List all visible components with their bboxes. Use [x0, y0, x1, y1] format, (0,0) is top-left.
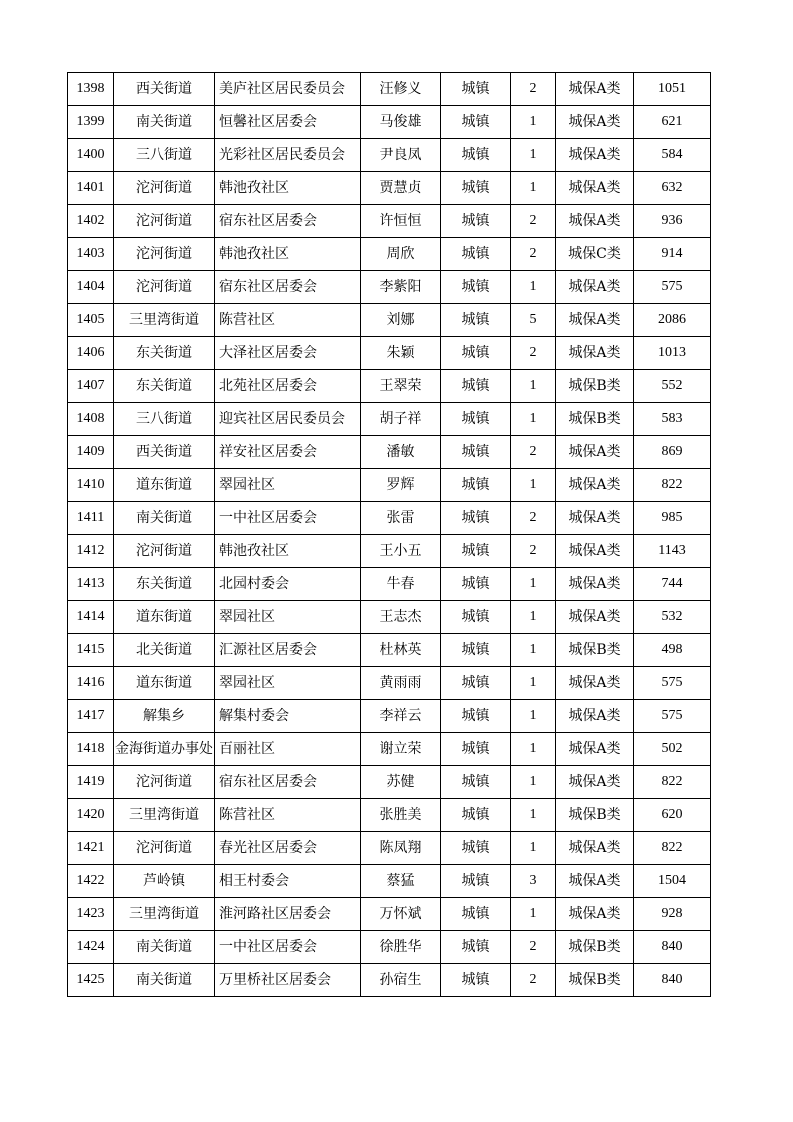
row-number-cell: 1424 [68, 931, 114, 964]
community-cell: 宿东社区居委会 [215, 766, 361, 799]
category-cell: 城保A类 [556, 436, 634, 469]
area-type-cell: 城镇 [441, 205, 511, 238]
street-cell: 南关街道 [114, 502, 215, 535]
category-cell: 城保A类 [556, 271, 634, 304]
row-number-cell: 1415 [68, 634, 114, 667]
street-cell: 金海街道办事处 [114, 733, 215, 766]
household-count-cell: 1 [511, 568, 556, 601]
area-type-cell: 城镇 [441, 667, 511, 700]
household-count-cell: 2 [511, 964, 556, 997]
category-cell: 城保A类 [556, 502, 634, 535]
street-cell: 道东街道 [114, 469, 215, 502]
household-count-cell: 1 [511, 700, 556, 733]
category-cell: 城保A类 [556, 139, 634, 172]
table-row [68, 436, 711, 469]
table-row [68, 502, 711, 535]
street-cell: 西关街道 [114, 436, 215, 469]
street-cell: 南关街道 [114, 964, 215, 997]
community-cell: 迎宾社区居民委员会 [215, 403, 361, 436]
category-cell: 城保A类 [556, 766, 634, 799]
community-cell: 春光社区居委会 [215, 832, 361, 865]
row-number-cell: 1419 [68, 766, 114, 799]
area-type-cell: 城镇 [441, 271, 511, 304]
person-name-cell: 徐胜华 [361, 931, 441, 964]
table-row [68, 799, 711, 832]
person-name-cell: 刘娜 [361, 304, 441, 337]
area-type-cell: 城镇 [441, 304, 511, 337]
community-cell: 恒馨社区居委会 [215, 106, 361, 139]
table-row [68, 337, 711, 370]
community-cell: 淮河路社区居委会 [215, 898, 361, 931]
amount-cell: 914 [634, 238, 711, 271]
street-cell: 三八街道 [114, 403, 215, 436]
amount-cell: 985 [634, 502, 711, 535]
amount-cell: 2086 [634, 304, 711, 337]
person-name-cell: 许恒恒 [361, 205, 441, 238]
data-table [67, 72, 711, 997]
row-number-cell: 1399 [68, 106, 114, 139]
table-row [68, 238, 711, 271]
table-row [68, 865, 711, 898]
person-name-cell: 朱颖 [361, 337, 441, 370]
household-count-cell: 2 [511, 502, 556, 535]
category-cell: 城保A类 [556, 535, 634, 568]
table-row [68, 139, 711, 172]
row-number-cell: 1423 [68, 898, 114, 931]
area-type-cell: 城镇 [441, 370, 511, 403]
category-cell: 城保B类 [556, 370, 634, 403]
table-row [68, 205, 711, 238]
community-cell: 陈营社区 [215, 304, 361, 337]
table-row [68, 172, 711, 205]
row-number-cell: 1411 [68, 502, 114, 535]
household-count-cell: 1 [511, 601, 556, 634]
category-cell: 城保A类 [556, 469, 634, 502]
community-cell: 祥安社区居委会 [215, 436, 361, 469]
row-number-cell: 1403 [68, 238, 114, 271]
street-cell: 西关街道 [114, 73, 215, 106]
street-cell: 东关街道 [114, 370, 215, 403]
community-cell: 美庐社区居民委员会 [215, 73, 361, 106]
community-cell: 韩池孜社区 [215, 535, 361, 568]
community-cell: 一中社区居委会 [215, 502, 361, 535]
row-number-cell: 1416 [68, 667, 114, 700]
street-cell: 沱河街道 [114, 238, 215, 271]
row-number-cell: 1398 [68, 73, 114, 106]
category-cell: 城保A类 [556, 304, 634, 337]
area-type-cell: 城镇 [441, 601, 511, 634]
area-type-cell: 城镇 [441, 172, 511, 205]
household-count-cell: 1 [511, 766, 556, 799]
row-number-cell: 1402 [68, 205, 114, 238]
community-cell: 解集村委会 [215, 700, 361, 733]
person-name-cell: 李祥云 [361, 700, 441, 733]
table-row [68, 73, 711, 106]
household-count-cell: 3 [511, 865, 556, 898]
area-type-cell: 城镇 [441, 238, 511, 271]
community-cell: 大泽社区居委会 [215, 337, 361, 370]
street-cell: 三里湾街道 [114, 898, 215, 931]
street-cell: 道东街道 [114, 601, 215, 634]
amount-cell: 502 [634, 733, 711, 766]
amount-cell: 584 [634, 139, 711, 172]
row-number-cell: 1407 [68, 370, 114, 403]
row-number-cell: 1414 [68, 601, 114, 634]
household-count-cell: 2 [511, 535, 556, 568]
person-name-cell: 苏健 [361, 766, 441, 799]
area-type-cell: 城镇 [441, 964, 511, 997]
row-number-cell: 1418 [68, 733, 114, 766]
category-cell: 城保C类 [556, 238, 634, 271]
row-number-cell: 1409 [68, 436, 114, 469]
table-body [68, 73, 711, 997]
amount-cell: 1051 [634, 73, 711, 106]
category-cell: 城保A类 [556, 106, 634, 139]
household-count-cell: 1 [511, 799, 556, 832]
table-row [68, 601, 711, 634]
community-cell: 翠园社区 [215, 601, 361, 634]
household-count-cell: 1 [511, 832, 556, 865]
person-name-cell: 谢立荣 [361, 733, 441, 766]
person-name-cell: 马俊雄 [361, 106, 441, 139]
row-number-cell: 1421 [68, 832, 114, 865]
amount-cell: 552 [634, 370, 711, 403]
category-cell: 城保A类 [556, 73, 634, 106]
household-count-cell: 2 [511, 436, 556, 469]
community-cell: 翠园社区 [215, 667, 361, 700]
person-name-cell: 孙宿生 [361, 964, 441, 997]
amount-cell: 840 [634, 964, 711, 997]
row-number-cell: 1412 [68, 535, 114, 568]
area-type-cell: 城镇 [441, 931, 511, 964]
area-type-cell: 城镇 [441, 865, 511, 898]
street-cell: 三八街道 [114, 139, 215, 172]
street-cell: 北关街道 [114, 634, 215, 667]
person-name-cell: 胡子祥 [361, 403, 441, 436]
community-cell: 北苑社区居委会 [215, 370, 361, 403]
amount-cell: 822 [634, 832, 711, 865]
row-number-cell: 1404 [68, 271, 114, 304]
street-cell: 沱河街道 [114, 205, 215, 238]
row-number-cell: 1417 [68, 700, 114, 733]
household-count-cell: 1 [511, 667, 556, 700]
person-name-cell: 蔡猛 [361, 865, 441, 898]
person-name-cell: 尹良凤 [361, 139, 441, 172]
amount-cell: 575 [634, 271, 711, 304]
amount-cell: 822 [634, 469, 711, 502]
table-row [68, 700, 711, 733]
community-cell: 宿东社区居委会 [215, 271, 361, 304]
table-row [68, 568, 711, 601]
community-cell: 一中社区居委会 [215, 931, 361, 964]
table-row [68, 304, 711, 337]
street-cell: 沱河街道 [114, 535, 215, 568]
table-row [68, 667, 711, 700]
household-count-cell: 2 [511, 73, 556, 106]
street-cell: 东关街道 [114, 337, 215, 370]
street-cell: 沱河街道 [114, 766, 215, 799]
category-cell: 城保A类 [556, 832, 634, 865]
street-cell: 道东街道 [114, 667, 215, 700]
table-row [68, 106, 711, 139]
area-type-cell: 城镇 [441, 139, 511, 172]
table-row [68, 766, 711, 799]
amount-cell: 840 [634, 931, 711, 964]
row-number-cell: 1413 [68, 568, 114, 601]
category-cell: 城保A类 [556, 601, 634, 634]
street-cell: 沱河街道 [114, 172, 215, 205]
community-cell: 光彩社区居民委员会 [215, 139, 361, 172]
street-cell: 三里湾街道 [114, 304, 215, 337]
row-number-cell: 1422 [68, 865, 114, 898]
amount-cell: 620 [634, 799, 711, 832]
table-row [68, 535, 711, 568]
area-type-cell: 城镇 [441, 700, 511, 733]
table-row [68, 733, 711, 766]
person-name-cell: 李紫阳 [361, 271, 441, 304]
community-cell: 韩池孜社区 [215, 238, 361, 271]
amount-cell: 936 [634, 205, 711, 238]
amount-cell: 928 [634, 898, 711, 931]
amount-cell: 575 [634, 667, 711, 700]
household-count-cell: 1 [511, 370, 556, 403]
person-name-cell: 王翠荣 [361, 370, 441, 403]
person-name-cell: 汪修义 [361, 73, 441, 106]
community-cell: 汇源社区居委会 [215, 634, 361, 667]
category-cell: 城保A类 [556, 172, 634, 205]
household-count-cell: 1 [511, 106, 556, 139]
household-count-cell: 1 [511, 733, 556, 766]
person-name-cell: 潘敏 [361, 436, 441, 469]
category-cell: 城保A类 [556, 700, 634, 733]
amount-cell: 621 [634, 106, 711, 139]
household-count-cell: 1 [511, 898, 556, 931]
person-name-cell: 王小五 [361, 535, 441, 568]
street-cell: 解集乡 [114, 700, 215, 733]
community-cell: 相王村委会 [215, 865, 361, 898]
community-cell: 北园村委会 [215, 568, 361, 601]
amount-cell: 869 [634, 436, 711, 469]
category-cell: 城保A类 [556, 205, 634, 238]
person-name-cell: 万怀斌 [361, 898, 441, 931]
household-count-cell: 5 [511, 304, 556, 337]
street-cell: 沱河街道 [114, 832, 215, 865]
area-type-cell: 城镇 [441, 502, 511, 535]
area-type-cell: 城镇 [441, 106, 511, 139]
row-number-cell: 1425 [68, 964, 114, 997]
amount-cell: 1013 [634, 337, 711, 370]
household-count-cell: 1 [511, 139, 556, 172]
area-type-cell: 城镇 [441, 337, 511, 370]
table-row [68, 931, 711, 964]
person-name-cell: 牛春 [361, 568, 441, 601]
household-count-cell: 2 [511, 337, 556, 370]
area-type-cell: 城镇 [441, 469, 511, 502]
person-name-cell: 贾慧贞 [361, 172, 441, 205]
area-type-cell: 城镇 [441, 568, 511, 601]
person-name-cell: 张胜美 [361, 799, 441, 832]
row-number-cell: 1408 [68, 403, 114, 436]
area-type-cell: 城镇 [441, 733, 511, 766]
area-type-cell: 城镇 [441, 436, 511, 469]
amount-cell: 1504 [634, 865, 711, 898]
row-number-cell: 1420 [68, 799, 114, 832]
table-row [68, 469, 711, 502]
category-cell: 城保A类 [556, 667, 634, 700]
amount-cell: 822 [634, 766, 711, 799]
area-type-cell: 城镇 [441, 403, 511, 436]
category-cell: 城保A类 [556, 865, 634, 898]
amount-cell: 498 [634, 634, 711, 667]
row-number-cell: 1401 [68, 172, 114, 205]
community-cell: 百丽社区 [215, 733, 361, 766]
person-name-cell: 杜林英 [361, 634, 441, 667]
category-cell: 城保B类 [556, 634, 634, 667]
category-cell: 城保B类 [556, 403, 634, 436]
amount-cell: 583 [634, 403, 711, 436]
category-cell: 城保A类 [556, 898, 634, 931]
table-row [68, 832, 711, 865]
row-number-cell: 1405 [68, 304, 114, 337]
amount-cell: 575 [634, 700, 711, 733]
category-cell: 城保A类 [556, 337, 634, 370]
area-type-cell: 城镇 [441, 535, 511, 568]
area-type-cell: 城镇 [441, 634, 511, 667]
category-cell: 城保B类 [556, 799, 634, 832]
household-count-cell: 2 [511, 931, 556, 964]
community-cell: 翠园社区 [215, 469, 361, 502]
street-cell: 沱河街道 [114, 271, 215, 304]
category-cell: 城保A类 [556, 733, 634, 766]
area-type-cell: 城镇 [441, 799, 511, 832]
street-cell: 三里湾街道 [114, 799, 215, 832]
person-name-cell: 罗辉 [361, 469, 441, 502]
person-name-cell: 黄雨雨 [361, 667, 441, 700]
category-cell: 城保A类 [556, 568, 634, 601]
amount-cell: 632 [634, 172, 711, 205]
person-name-cell: 张雷 [361, 502, 441, 535]
table-row [68, 370, 711, 403]
household-count-cell: 1 [511, 469, 556, 502]
table-row [68, 634, 711, 667]
amount-cell: 744 [634, 568, 711, 601]
community-cell: 陈营社区 [215, 799, 361, 832]
table-row [68, 898, 711, 931]
person-name-cell: 陈凤翔 [361, 832, 441, 865]
household-count-cell: 1 [511, 271, 556, 304]
street-cell: 南关街道 [114, 931, 215, 964]
area-type-cell: 城镇 [441, 73, 511, 106]
row-number-cell: 1406 [68, 337, 114, 370]
household-count-cell: 1 [511, 403, 556, 436]
street-cell: 东关街道 [114, 568, 215, 601]
person-name-cell: 周欣 [361, 238, 441, 271]
community-cell: 宿东社区居委会 [215, 205, 361, 238]
community-cell: 万里桥社区居委会 [215, 964, 361, 997]
table-row [68, 403, 711, 436]
amount-cell: 532 [634, 601, 711, 634]
street-cell: 南关街道 [114, 106, 215, 139]
person-name-cell: 王志杰 [361, 601, 441, 634]
category-cell: 城保B类 [556, 964, 634, 997]
table-row [68, 271, 711, 304]
household-count-cell: 2 [511, 238, 556, 271]
category-cell: 城保B类 [556, 931, 634, 964]
household-count-cell: 1 [511, 634, 556, 667]
street-cell: 芦岭镇 [114, 865, 215, 898]
household-count-cell: 2 [511, 205, 556, 238]
amount-cell: 1143 [634, 535, 711, 568]
row-number-cell: 1400 [68, 139, 114, 172]
row-number-cell: 1410 [68, 469, 114, 502]
area-type-cell: 城镇 [441, 766, 511, 799]
area-type-cell: 城镇 [441, 832, 511, 865]
household-count-cell: 1 [511, 172, 556, 205]
community-cell: 韩池孜社区 [215, 172, 361, 205]
table-row [68, 964, 711, 997]
area-type-cell: 城镇 [441, 898, 511, 931]
